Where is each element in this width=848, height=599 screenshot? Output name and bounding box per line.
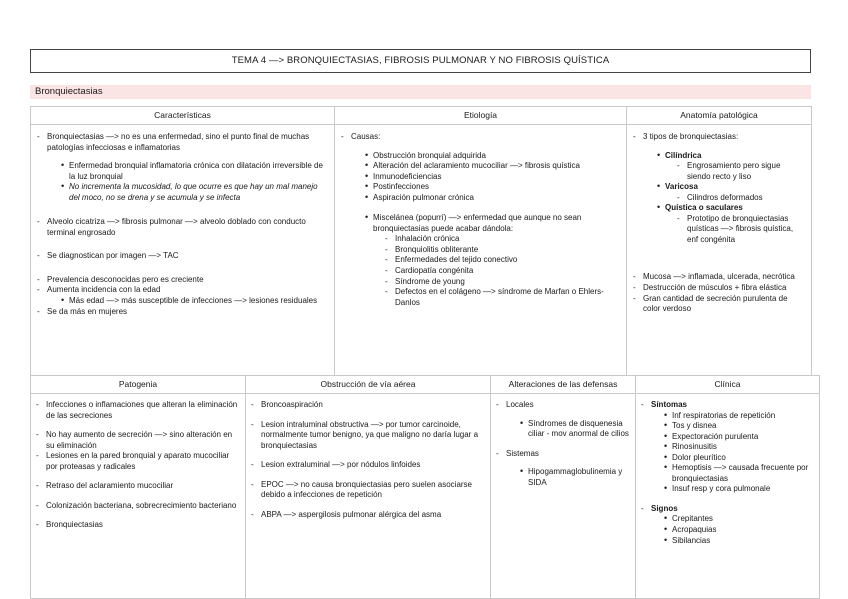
list-item: - Enfermedades del tejido conectivo [385,255,620,266]
list-item: • Tos y disnea [663,421,814,432]
list-item: • Postinfecciones [364,182,620,193]
list-item: - Lesion extraluminal —> por nódulos linfoides [251,460,485,471]
page-title: TEMA 4 —> BRONQUIECTASIAS, FIBROSIS PULMONAR Y NO FIBROSIS QUÍSTICA [30,49,811,73]
list-item: • Hemoptisis —> causada frecuente por bronquiectasias [663,463,814,484]
list-item: - Bronquiolitis obliterante [385,245,620,256]
header-patogenia: Patogenia [31,376,246,394]
list-item: - Signos • Crepitantes • Acropaquias • Sibilancias [641,504,814,546]
list-item: - EPOC —> no causa bronquiectasias pero suelen asociarse debido a infecciones de repetición [251,480,485,501]
cell-obstruccion [246,394,491,599]
list-item: - Lesion intraluminal obstructiva —> por tumor carcinoide, normalmente tumor benigno, ya que maligno no daría lugar a bronquiectasias [251,420,485,452]
list-item: • Crepitantes [663,514,814,525]
list-item: - Causas: • Obstrucción bronquial adquirida • Alteración del aclaramiento mucociliar —> fibrosis quística • Inmunodeficiencias • Postinfecciones • Aspiración pulmonar crónica • Miscelánea (popurrí) —> enfermedad que aunque no sean bronquiectasias puede acabar dándola: - Inhalación crónica - Bronquiolitis obliterante - Enfermedades del tejido conectivo - Cardiopatía congénita - Síndrome de young - Defectos en el colágeno —> síndrome de Marfan o Ehlers-Danlos [341,132,620,308]
list-item: - Inhalación crónica [385,234,620,245]
list-item: - Gran cantidad de secreción purulenta de color verdoso [633,294,805,315]
list-item: - Síndrome de young [385,277,620,288]
list-item: - Lesiones en la pared bronquial y aparato mucociliar por proteasas y radicales [36,451,240,472]
list-item: - Cilindros deformados [677,193,805,204]
cell-patogenia [31,394,246,599]
header-defensas: Alteraciones de las defensas [491,376,636,394]
list-item: • Sibilancias [663,536,814,547]
header-anatomia: Anatomía patológica [627,107,812,125]
list-item: - Mucosa —> inflamada, ulcerada, necrótica [633,272,805,283]
list-item: • Dolor pleurítico [663,453,814,464]
header-caracteristicas: Características [31,107,335,125]
list-item: - ABPA —> aspergilosis pulmonar alérgica del asma [251,510,485,521]
list-item: • Insuf resp y cora pulmonale [663,484,814,495]
list-item: - Bronquiectasias —> no es una enfermedad, sino el punto final de muchas patologías infecciosas e inflamatorias • Enfermedad bronquial inflamatoria crónica con dilatación irreversible de la luz bronquial • No incrementa la mucosidad, lo que ocurre es que hay un mal manejo del moco, no se drena y se acumula y se infecta [37,132,328,203]
list-item: - Prevalencia desconocidas pero es creciente [37,275,328,286]
list-item: - Aumenta incidencia con la edad • Más edad —> más susceptible de infecciones —> lesiones residuales [37,285,328,306]
list-item: • Acropaquias [663,525,814,536]
cell-caracteristicas [31,125,335,382]
list-item: • Quística o saculares - Prototipo de bronquiectasias quísticas —> fibrosis quística, enf congénita [656,203,805,245]
list-item: • Cilíndrica - Engrosamiento pero sigue siendo recto y liso [656,151,805,183]
list-item: - Colonización bacteriana, sobrecrecimiento bacteriano [36,501,240,512]
list-item: - Destrucción de músculos + fibra elástica [633,283,805,294]
list-item: - No hay aumento de secreción —> sino alteración en su eliminación [36,430,240,451]
list-item: - Infecciones o inflamaciones que alteran la eliminación de las secreciones [36,400,240,421]
cell-etiologia [335,125,627,382]
cell-clinica [636,394,820,599]
cell-anatomia [627,125,812,382]
section-heading: Bronquiectasias [30,85,811,99]
list-item: • Miscelánea (popurrí) —> enfermedad que aunque no sean bronquiectasias puede acabar dándola: - Inhalación crónica - Bronquiolitis obliterante - Enfermedades del tejido conectivo - Cardiopatía congénita - Síndrome de young - Defectos en el colágeno —> síndrome de Marfan o Ehlers-Danlos [364,213,620,308]
list-item: • Síndromes de disquenesia ciliar - mov anormal de cilios [519,419,630,440]
list-item: • Expectoración purulenta [663,432,814,443]
list-item: • No incrementa la mucosidad, lo que ocurre es que hay un mal manejo del moco, no se drena y se acumula y se infecta [60,182,328,203]
list-item: - Bronquiectasias [36,520,240,531]
list-item: - Retraso del aclaramiento mucociliar [36,481,240,492]
list-item: • Varicosa - Cilindros deformados [656,182,805,203]
list-item: • Más edad —> más susceptible de infecciones —> lesiones residuales [60,296,328,307]
list-item: - Alveolo cicatriza —> fibrosis pulmonar —> alveolo doblado con conducto terminal engrosado [37,217,328,238]
list-item: - Broncoaspiración [251,400,485,411]
list-item: - 3 tipos de bronquiectasias: • Cilíndrica - Engrosamiento pero sigue siendo recto y liso • Varicosa - Cilindros deformados • Quística o saculares - Prototipo de bronquiectasias quísticas —> fibrosis quística, enf congénita [633,132,805,245]
list-item: - Sistemas • Hipogammaglobulinemia y SIDA [496,449,630,489]
bronquiectasias-table [30,106,812,382]
list-item: • Enfermedad bronquial inflamatoria crónica con dilatación irreversible de la luz bronquial [60,161,328,182]
list-item: • Inf respiratorias de repetición [663,411,814,422]
list-item: - Cardiopatía congénita [385,266,620,277]
header-clinica: Clínica [636,376,820,394]
list-item: • Aspiración pulmonar crónica [364,193,620,204]
list-item: • Alteración del aclaramiento mucociliar —> fibrosis quística [364,161,620,172]
list-item: - Se diagnostican por imagen —> TAC [37,251,328,262]
list-item: - Locales • Síndromes de disquenesia ciliar - mov anormal de cilios [496,400,630,440]
list-item: • Inmunodeficiencias [364,172,620,183]
list-item: - Se da más en mujeres [37,307,328,318]
header-etiologia: Etiología [335,107,627,125]
list-item: • Rinosinusitis [663,442,814,453]
list-item: - Prototipo de bronquiectasias quísticas —> fibrosis quística, enf congénita [677,214,805,246]
list-item: - Engrosamiento pero sigue siendo recto y liso [677,161,805,182]
list-item: • Hipogammaglobulinemia y SIDA [519,467,630,488]
cell-defensas [491,394,636,599]
header-obstruccion: Obstrucción de vía aérea [246,376,491,394]
list-item: - Síntomas • Inf respiratorias de repetición • Tos y disnea • Expectoración purulenta • Rinosinusitis • Dolor pleurítico • Hemoptisis —> causada frecuente por bronquiectasias • Insuf resp y cora pulmonale [641,400,814,495]
patogenia-table [30,375,820,599]
list-item: • Obstrucción bronquial adquirida [364,151,620,162]
list-item: - Defectos en el colágeno —> síndrome de Marfan o Ehlers-Danlos [385,287,620,308]
